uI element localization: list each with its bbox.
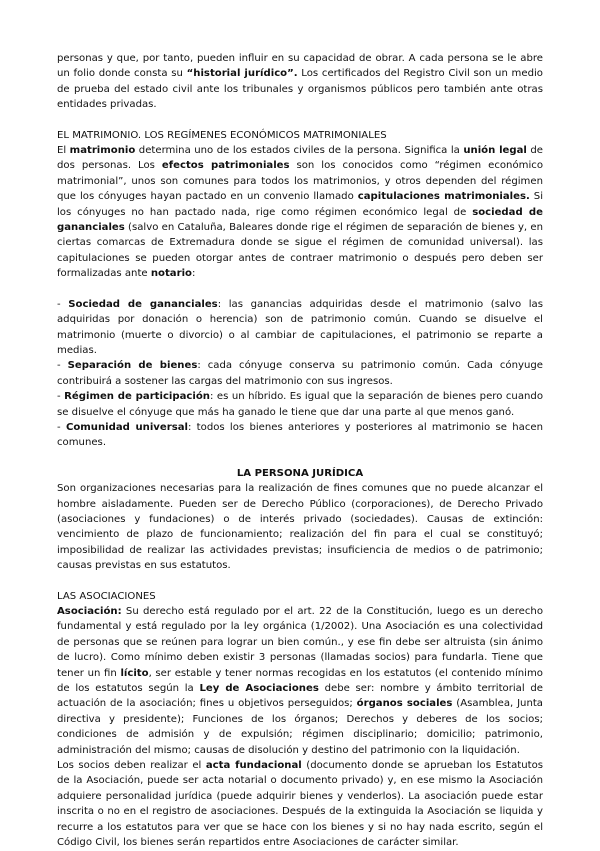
- regime-separacion: [57, 358, 543, 389]
- persona-juridica-paragraph: Son organizaciones necesarias para la realización de fines comunes que no puede alcanzar el hombre aisladamente. Pueden ser de Derecho Público (corporaciones), de Derecho Privado (asociaciones y fundaciones) o de interés privado (sociedades). Causas de extinción: vencimiento de plazo de funcionamiento; realización del fin para el cual se constituyó; imposibilidad de realizar las actividades previstas; insuficiencia de medios o de patrimonio; causas previstas en sus estatutos.: [57, 483, 543, 572]
- text-run: , ser estable y tener normas recogidas en los estatutos (el contenido mínimo de los estatutos según la: [57, 667, 543, 695]
- document-page: [57, 51, 543, 851]
- bold-text-run: Asociación:: [57, 606, 122, 617]
- text-run: -: [57, 360, 68, 372]
- text-run: -: [57, 391, 65, 403]
- regime-gananciales: [57, 297, 543, 359]
- text-run: personas y que, por tanto, pueden influir en su capacidad de obrar. A cada persona se le abre un folio donde consta su: [57, 53, 543, 80]
- asociaciones-heading: LAS ASOCIACIONES: [57, 590, 156, 602]
- text-run: : es un híbrido. Es igual que la separación de bienes pero cuando se disuelve el cónyuge que más ha ganado le tiene que dar una parte al que menos ganó.: [57, 391, 543, 418]
- bold-text-run: sociedad de gananciales: [57, 206, 543, 234]
- bold-text-run: órganos sociales: [356, 698, 453, 710]
- text-run: (Asamblea, Junta directiva y presidente); Funciones de los órganos; Derechos y deberes de los socios; condiciones de admisión y de expulsión; régimen disciplinario; domicilio; patrimonio, administración del mismo; causas de disolución y destino del patrimonio con la liquidación.: [57, 698, 543, 756]
- socios-paragraph: [57, 758, 543, 850]
- text-run: :: [191, 268, 196, 280]
- text-run: Si los cónyuges no han pactado nada, rige como régimen económico legal de: [57, 191, 543, 218]
- text-run: Los socios deben realizar el: [57, 760, 206, 772]
- bold-text-run: Separación de bienes: [67, 360, 198, 372]
- bold-text-run: capitulaciones matrimoniales.: [357, 191, 530, 203]
- bold-text-run: Comunidad universal: [65, 421, 188, 433]
- text-run: determina uno de los estados civiles de la persona. Significa la: [135, 145, 464, 157]
- bold-text-run: lícito: [120, 667, 149, 679]
- text-run: El: [57, 145, 70, 157]
- matrimonio-heading: EL MATRIMONIO. LOS REGÍMENES ECONÓMICOS MATRIMONIALES: [57, 129, 387, 141]
- bold-text-run: unión legal: [463, 145, 527, 157]
- bold-text-run: Sociedad de gananciales: [68, 298, 218, 310]
- text-run: : todos los bienes anteriores y posteriores al matrimonio se hacen comunes.: [57, 421, 544, 449]
- regime-participacion: [57, 389, 543, 420]
- text-run: de dos personas. Los: [57, 145, 543, 172]
- text-run: (documento donde se aprueban los Estatutos de la Asociación, puede ser acta notarial o documento privado) y, en ese mismo la Asociación adquiere personalidad jurídica (puede adquirir bienes y venderlos). La asociación puede estar inscrita o no en el registro de asociaciones. Después de la extinguida la Asociación se liquida y recurre a los estatutos para ver que se hace con los bienes y si no hay nada escrito, según el Código Civil, los bienes serán repartidos entre Asociaciones de carácter similar.: [57, 760, 544, 849]
- intro-paragraph: [57, 51, 543, 113]
- persona-juridica-title: LA PERSONA JURÍDICA: [236, 467, 364, 479]
- bold-text-run: Régimen de participación: [64, 391, 210, 403]
- text-run: Los certificados del Registro Civil son un medio de prueba del estado civil ante los tribunales y organismos públicos pero también ante otras entidades privadas.: [57, 68, 543, 111]
- bold-text-run: notario: [150, 268, 192, 280]
- text-run: Su derecho está regulado por el art. 22 de la Constitución, luego es un derecho fundamental y está regulado por la ley orgánica (1/2002). Una Asociación es una colectividad de personas que se reúnen para lograr un bien común., y ese fin debe ser altruista (sin ánimo de lucro). Como mínimo deben existir 3 personas (llamadas socios) para fundarla. Tiene que tener un fin: [57, 606, 543, 679]
- text-run: son los conocidos como “régimen económico matrimonial”, unos son comunes para todos los matrimonios, y otros dependen del régimen que los cónyuges hayan pactado en un convenio llamado: [57, 160, 543, 203]
- bold-text-run: acta fundacional: [205, 760, 302, 772]
- text-run: : las ganancias adquiridas desde el matrimonio (salvo las adquiridas por donación o herencia) son de patrimonio común. Cuando se disuelve el matrimonio (muerte o divorcio) o al cambiar de capitulaciones, el patrimonio se reparte a medias.: [57, 298, 543, 356]
- bold-text-run: “historial jurídico”.: [186, 68, 298, 80]
- matrimonio-paragraph: [57, 143, 543, 282]
- text-run: -: [57, 421, 66, 433]
- bold-text-run: matrimonio: [69, 145, 136, 157]
- bold-text-run: efectos patrimoniales: [161, 160, 290, 172]
- text-run: (salvo en Cataluña, Baleares donde rige el régimen de separación de bienes y, en ciertas comarcas de Extremadura donde se sigue el régimen de comunidad universal). las capitulaciones se pueden otorgar antes de contraer matrimonio o después pero deben ser formalizadas ante: [57, 222, 543, 280]
- regime-comunidad: [57, 420, 543, 451]
- asociacion-paragraph: [57, 604, 543, 758]
- text-run: -: [57, 298, 69, 310]
- bold-text-run: Ley de Asociaciones: [199, 683, 319, 695]
- text-run: : cada cónyuge conserva su patrimonio común. Cada cónyuge contribuirá a sostener las cargas del matrimonio con sus ingresos.: [57, 360, 543, 387]
- text-run: debe ser: nombre y ámbito territorial de actuación de la asociación; fines u objetivos perseguidos;: [57, 683, 544, 710]
